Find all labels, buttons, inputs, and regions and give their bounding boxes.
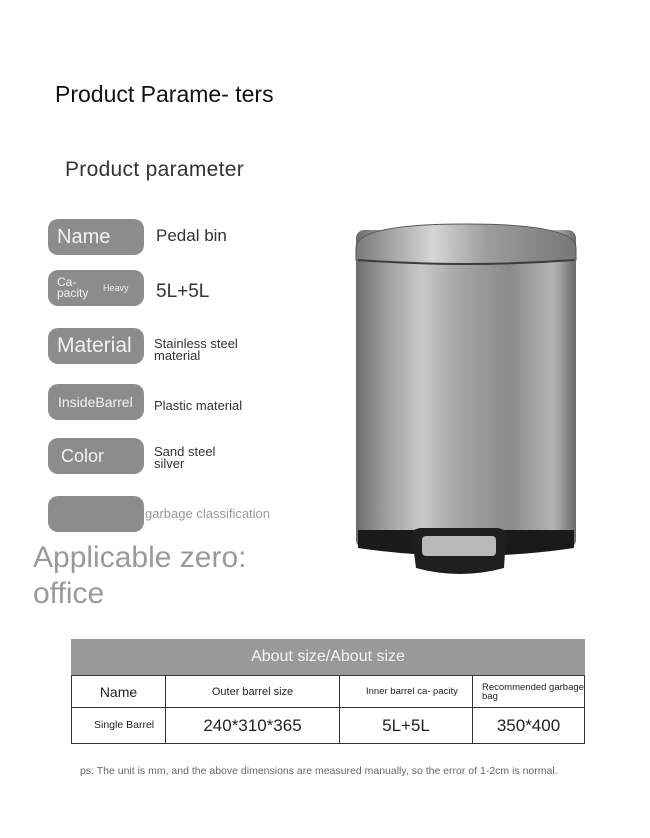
- param-value-color: Sand steel silver: [154, 444, 216, 471]
- pedal-bin-image: [350, 218, 582, 586]
- applicable-text: Applicable zero: office: [33, 541, 247, 610]
- param-label-capacity: [48, 270, 144, 306]
- col-inner-capacity: Inner barrel ca- pacity: [339, 675, 472, 707]
- section-subtitle: Product parameter: [65, 158, 245, 181]
- param-label-color: Color: [48, 438, 144, 474]
- cell-single-barrel: Single Barrel: [71, 707, 165, 744]
- param-value-material: Stainless steel material: [154, 336, 238, 363]
- param-value-inside-barrel: Plastic material: [154, 398, 243, 413]
- param-label-name: Name: [48, 219, 144, 255]
- param-label-inside-barrel: InsideBarrel: [48, 384, 144, 420]
- cell-inner-capacity: 5L+5L: [339, 707, 472, 744]
- heavy-badge: Heavy: [103, 282, 129, 293]
- footnote: ps: The unit is mm, and the above dimensions are measured manually, so the error of 1-2cm is normal.: [80, 765, 558, 777]
- param-label-material: Material: [48, 328, 144, 364]
- cell-garbage-bag: 350*400: [472, 707, 585, 744]
- param-value-capacity: 5L+5L: [156, 281, 210, 302]
- col-garbage-bag: Recommended garbage bag: [472, 675, 585, 707]
- param-value-name: Pedal bin: [156, 226, 227, 245]
- size-table: [71, 675, 585, 744]
- page-title: Product Parame- ters: [55, 81, 274, 107]
- col-name: Name: [71, 675, 165, 707]
- size-table-header: About size/About size: [71, 639, 585, 675]
- capacity-label: Ca- pacity: [57, 275, 89, 300]
- cell-outer-size: 240*310*365: [165, 707, 339, 744]
- param-value-classification: garbage classification: [145, 506, 271, 521]
- param-label-blank: [48, 496, 144, 532]
- col-outer-size: Outer barrel size: [165, 675, 339, 707]
